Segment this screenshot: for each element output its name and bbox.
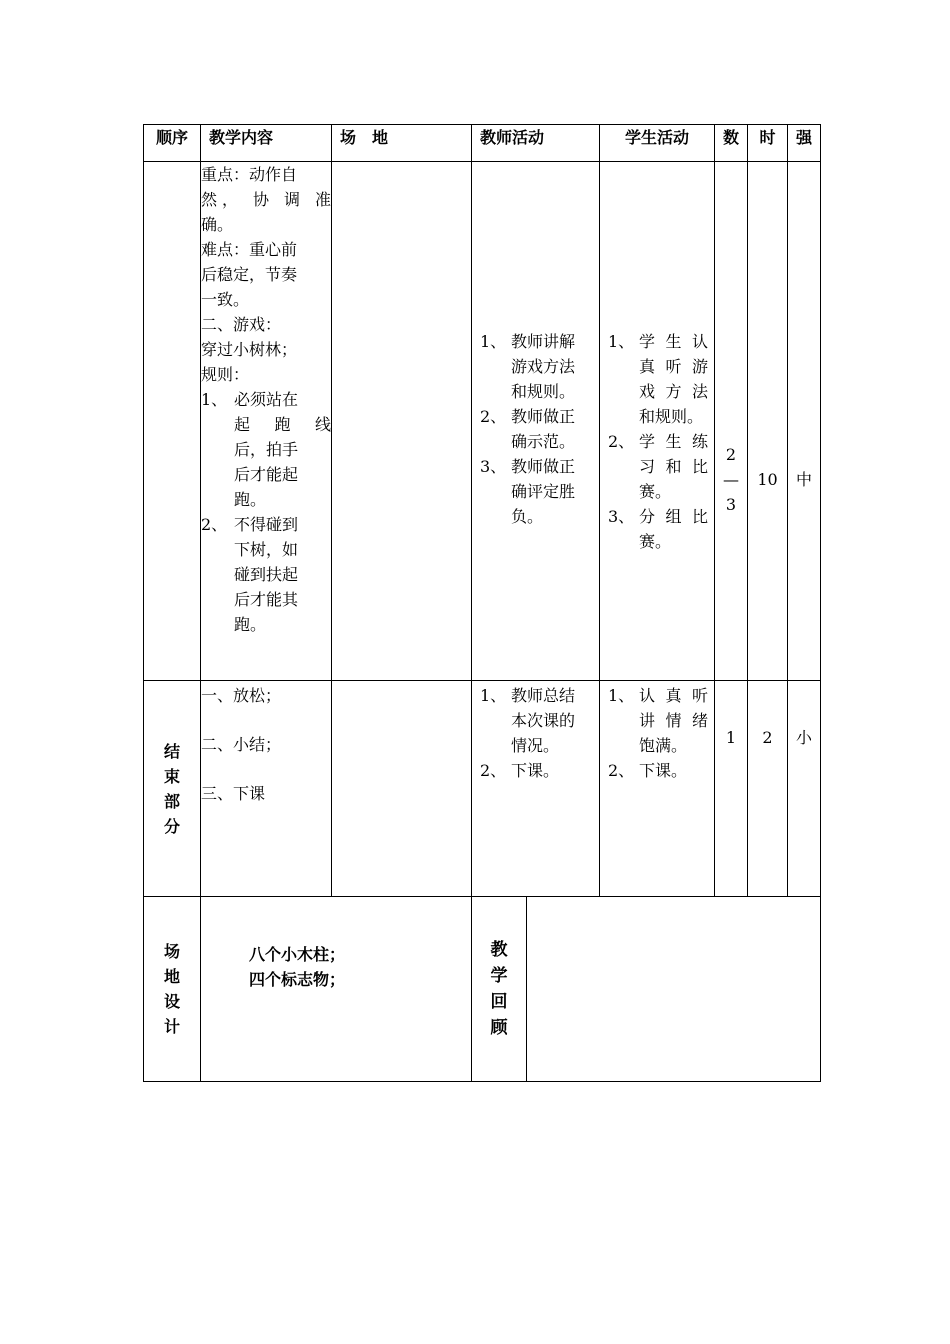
- step-line: 游戏方法: [511, 357, 576, 376]
- step-number: 3、: [480, 457, 507, 476]
- content-line: 确。: [201, 215, 234, 234]
- step-line: 情况。: [511, 736, 560, 755]
- content-line: 一、放松；: [201, 686, 282, 705]
- step-line: 赛。: [639, 482, 672, 501]
- rule-line: 跑。: [234, 615, 267, 634]
- rule-item-1: [201, 387, 331, 512]
- main-time-cell: 10: [748, 162, 788, 681]
- label-char: 教: [490, 940, 508, 960]
- label-char: 束: [163, 766, 180, 786]
- label-char: 结: [163, 741, 180, 761]
- end-intensity-cell: 小: [788, 681, 821, 897]
- step-line: 分 组 比: [639, 507, 708, 526]
- end-teacher-cell: [472, 681, 600, 897]
- step-line: 确示范。: [511, 432, 576, 451]
- label-char: 场: [163, 942, 180, 961]
- step-line: 教师讲解: [511, 332, 576, 351]
- label-char: 计: [163, 1017, 180, 1036]
- teacher-step-1: [480, 329, 593, 404]
- venue-design-label: [144, 897, 201, 1082]
- content-line: 穿过小树林；: [201, 340, 298, 359]
- student-step-1: [608, 683, 708, 758]
- teacher-step-2: [480, 758, 593, 783]
- header-time: 时: [748, 125, 788, 162]
- step-line: 和规则。: [639, 407, 704, 426]
- student-step-2: [608, 429, 708, 504]
- count-value: 2: [725, 445, 737, 464]
- main-student-cell: [600, 162, 715, 681]
- step-line: 学 生 练: [639, 432, 708, 451]
- step-number: 1、: [608, 686, 635, 705]
- step-line: 饱满。: [639, 736, 688, 755]
- rule-line: 后，拍手: [234, 440, 299, 459]
- content-line: 后稳定，节奏: [201, 265, 298, 284]
- label-char: 部: [163, 791, 180, 811]
- content-line: 二、小结；: [201, 735, 282, 754]
- rule-line: 后才能起: [234, 465, 299, 484]
- step-line: 下课。: [511, 761, 560, 780]
- step-line: 本次课的: [511, 711, 576, 730]
- teacher-step-3: [480, 454, 593, 529]
- main-count-cell: [715, 162, 748, 681]
- main-part-row: [144, 162, 821, 681]
- main-order-cell: [144, 162, 201, 681]
- main-teacher-cell: [472, 162, 600, 681]
- rule-number: 1、: [201, 390, 228, 409]
- step-line: 确评定胜: [511, 482, 576, 501]
- step-line: 和规则。: [511, 382, 576, 401]
- label-char: 设: [163, 992, 180, 1011]
- step-number: 2、: [480, 761, 507, 780]
- student-step-1: [608, 329, 708, 429]
- step-line: 教师总结: [511, 686, 576, 705]
- teaching-review-content: [527, 897, 820, 1081]
- content-line: 然， 协 调 准: [201, 190, 331, 209]
- step-line: 负。: [511, 507, 544, 526]
- header-intensity: 强: [788, 125, 821, 162]
- header-row: [144, 125, 821, 162]
- label-char: 学: [490, 966, 508, 986]
- step-number: 3、: [608, 507, 635, 526]
- lesson-plan-table: [143, 124, 821, 1082]
- label-char: 回: [490, 992, 508, 1012]
- header-teacher-activity: 教师活动: [472, 125, 600, 162]
- rule-line: 下树，如: [234, 540, 299, 559]
- end-time-cell: 2: [748, 681, 788, 897]
- venue-item: 八个小木柱；: [249, 945, 346, 964]
- rule-line: 后才能其: [234, 590, 299, 609]
- count-value: 3: [725, 495, 737, 514]
- header-venue: 场 地: [332, 125, 472, 162]
- step-number: 1、: [480, 686, 507, 705]
- rule-line: 碰到扶起: [234, 565, 299, 584]
- content-line: 一致。: [201, 290, 250, 309]
- end-count-cell: 1: [715, 681, 748, 897]
- teaching-review-label: [472, 897, 527, 1081]
- step-number: 2、: [480, 407, 507, 426]
- main-intensity-cell: 中: [788, 162, 821, 681]
- step-line: 教师做正: [511, 407, 576, 426]
- step-number: 1、: [608, 332, 635, 351]
- count-value: —: [723, 470, 739, 489]
- rule-line: 必须站在: [234, 390, 299, 409]
- step-number: 2、: [608, 432, 635, 451]
- step-line: 讲 情 绪: [639, 711, 708, 730]
- content-line: 三、下课: [201, 784, 266, 803]
- venue-item: 四个标志物；: [249, 970, 346, 989]
- teacher-step-2: [480, 404, 593, 454]
- end-content-cell: [201, 681, 332, 897]
- end-venue-cell: [332, 681, 472, 897]
- step-line: 赛。: [639, 532, 672, 551]
- header-order: 顺序: [144, 125, 201, 162]
- rule-number: 2、: [201, 515, 228, 534]
- step-number: 1、: [480, 332, 507, 351]
- content-line: 重点：动作自: [201, 165, 298, 184]
- rule-line: 不得碰到: [234, 515, 299, 534]
- review-section: [472, 897, 821, 1082]
- step-line: 戏 方 法: [639, 382, 708, 401]
- step-line: 真 听 游: [639, 357, 708, 376]
- main-venue-cell: [332, 162, 472, 681]
- step-line: 认 真 听: [639, 686, 708, 705]
- rule-line: 起 跑 线: [234, 415, 331, 434]
- venue-design-content: [201, 897, 472, 1082]
- student-step-2: [608, 758, 708, 783]
- rule-line: 跑。: [234, 490, 267, 509]
- header-student-activity: 学生活动: [600, 125, 715, 162]
- step-line: 教师做正: [511, 457, 576, 476]
- label-char: 分: [163, 816, 180, 836]
- content-line: 难点：重心前: [201, 240, 298, 259]
- content-line: 规则：: [201, 365, 250, 384]
- main-content-cell: [201, 162, 332, 681]
- step-line: 学 生 认: [639, 332, 708, 351]
- student-step-3: [608, 504, 708, 554]
- step-line: 下课。: [639, 761, 688, 780]
- teacher-step-1: [480, 683, 593, 758]
- step-number: 2、: [608, 761, 635, 780]
- venue-design-row: [144, 897, 821, 1082]
- end-part-label: [144, 681, 201, 897]
- header-count: 数: [715, 125, 748, 162]
- rule-item-2: [201, 512, 331, 637]
- label-char: 地: [163, 967, 180, 986]
- end-part-row: [144, 681, 821, 897]
- content-line: 二、游戏：: [201, 315, 282, 334]
- step-line: 习 和 比: [639, 457, 708, 476]
- end-student-cell: [600, 681, 715, 897]
- label-char: 顾: [490, 1018, 508, 1038]
- header-content: 教学内容: [201, 125, 332, 162]
